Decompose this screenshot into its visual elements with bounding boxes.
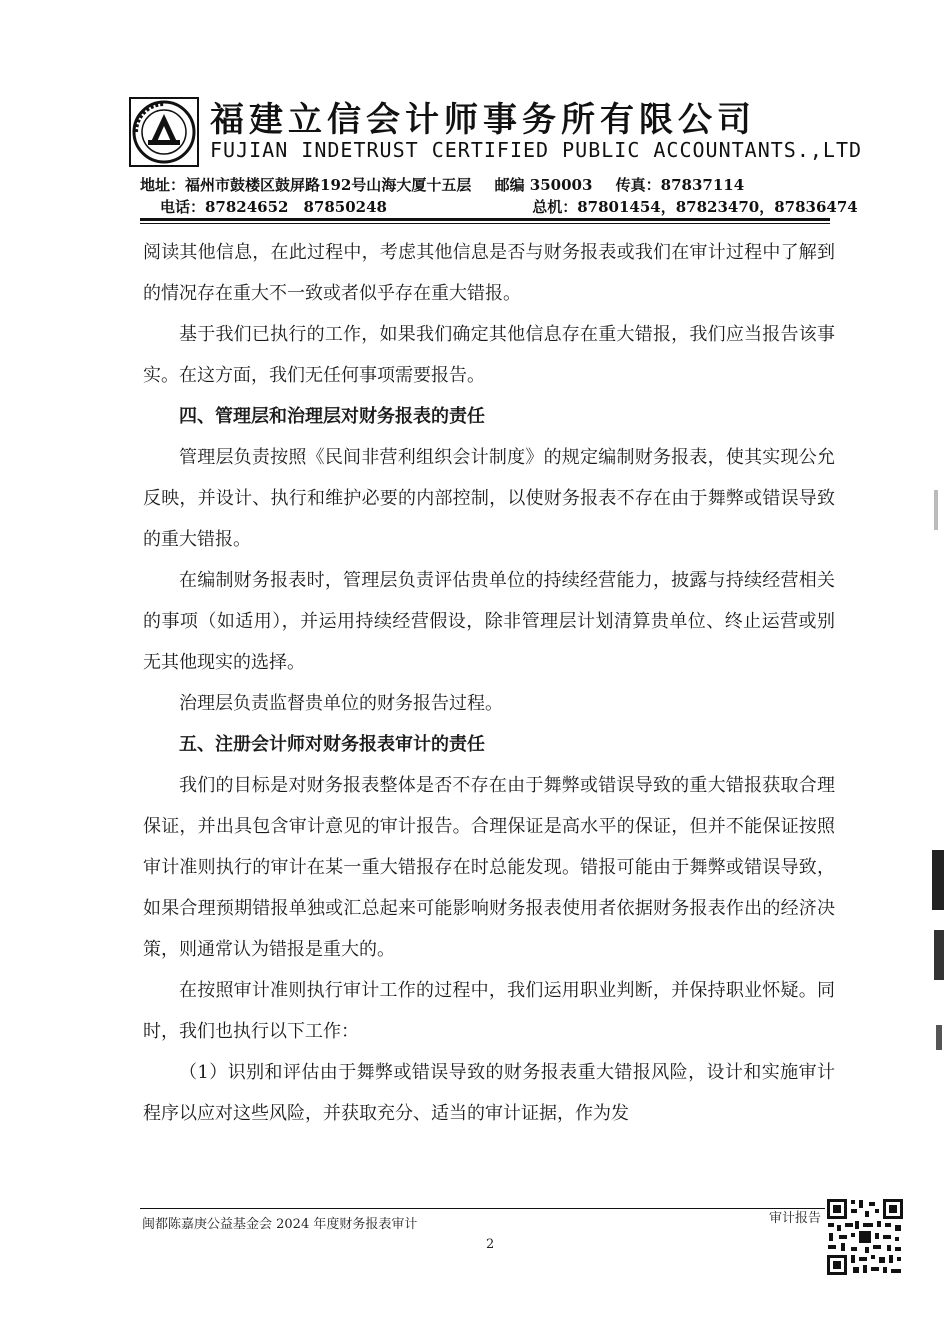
switchboard-text: 总机：87801454，87823470，87836474 [532, 198, 858, 216]
paragraph-other-info-read: 阅读其他信息，在此过程中，考虑其他信息是否与财务报表或我们在审计过程中了解到的情况存在重大不一致或者似乎存在重大错报。 [143, 242, 835, 304]
postcode-text: 邮编 350003 [494, 176, 593, 194]
letterhead-divider [140, 218, 830, 221]
section-heading-auditor-responsibility: 五、注册会计师对财务报表审计的责任 [179, 734, 485, 755]
verification-qr-code-icon [825, 1197, 905, 1277]
paragraph-audit-objective: 我们的目标是对财务报表整体是否不存在由于舞弊或错误导致的重大错报获取合理保证，并出具包含审计意见的审计报告。合理保证是高水平的保证，但并不能保证按照审计准则执行的审计在某一重大错报存在时总能发现。错报可能由于舞弊或错误导致，如果合理预期错报单独或汇总起来可能影响财务报表使用者依据财务报表作出的经济决策，则通常认为错报是重大的。 [143, 775, 835, 960]
report-body [143, 232, 835, 1134]
section-heading-management-responsibility: 四、管理层和治理层对财务报表的责任 [179, 406, 485, 427]
paragraph-other-info-report: 基于我们已执行的工作，如果我们确定其他信息存在重大错报，我们应当报告该事实。在这方面，我们无任何事项需要报告。 [143, 324, 835, 386]
scan-edge-mark [934, 930, 944, 980]
scan-edge-mark [932, 850, 944, 910]
footer-report-title: 闽都陈嘉庚公益基金会 2024 年度财务报表审计 [142, 1217, 418, 1232]
letterhead-divider-thin [140, 223, 830, 224]
paragraph-professional-judgment: 在按照审计准则执行审计工作的过程中，我们运用职业判断，并保持职业怀疑。同时，我们也执行以下工作： [143, 980, 835, 1042]
paragraph-going-concern: 在编制财务报表时，管理层负责评估贵单位的持续经营能力，披露与持续经营相关的事项（如适用），并运用持续经营假设，除非管理层计划清算贵单位、终止运营或别无其他现实的选择。 [143, 570, 835, 673]
firm-name-english: FUJIAN INDETRUST CERTIFIED PUBLIC ACCOUNTANTS.,LTD [210, 138, 863, 162]
firm-name-chinese: 福建立信会计师事务所有限公司 [210, 100, 756, 140]
footer-report-type: 审计报告 [769, 1211, 822, 1226]
address-text: 地址：福州市鼓楼区鼓屏路192号山海大厦十五层 [140, 176, 472, 194]
footer-divider [140, 1208, 830, 1209]
paragraph-risk-identification: （1）识别和评估由于舞弊或错误导致的财务报表重大错报风险，设计和实施审计程序以应对这些风险，并获取充分、适当的审计证据，作为发 [143, 1062, 835, 1124]
contact-line-phone [160, 196, 860, 217]
fax-text: 传真：87837114 [615, 176, 745, 194]
paragraph-management-prepare: 管理层负责按照《民间非营利组织会计制度》的规定编制财务报表，使其实现公允反映，并设计、执行和维护必要的内部控制，以使财务报表不存在由于舞弊或错误导致的重大错报。 [143, 447, 835, 550]
page-number: 2 [486, 1237, 495, 1252]
scan-edge-mark [936, 1025, 942, 1050]
firm-seal-logo-icon [128, 96, 200, 168]
contact-line-address [140, 174, 840, 195]
phone-text: 电话：87824652 87850248 [160, 198, 387, 216]
paragraph-governance-oversight: 治理层负责监督贵单位的财务报告过程。 [179, 693, 503, 714]
scan-edge-mark [934, 490, 938, 530]
